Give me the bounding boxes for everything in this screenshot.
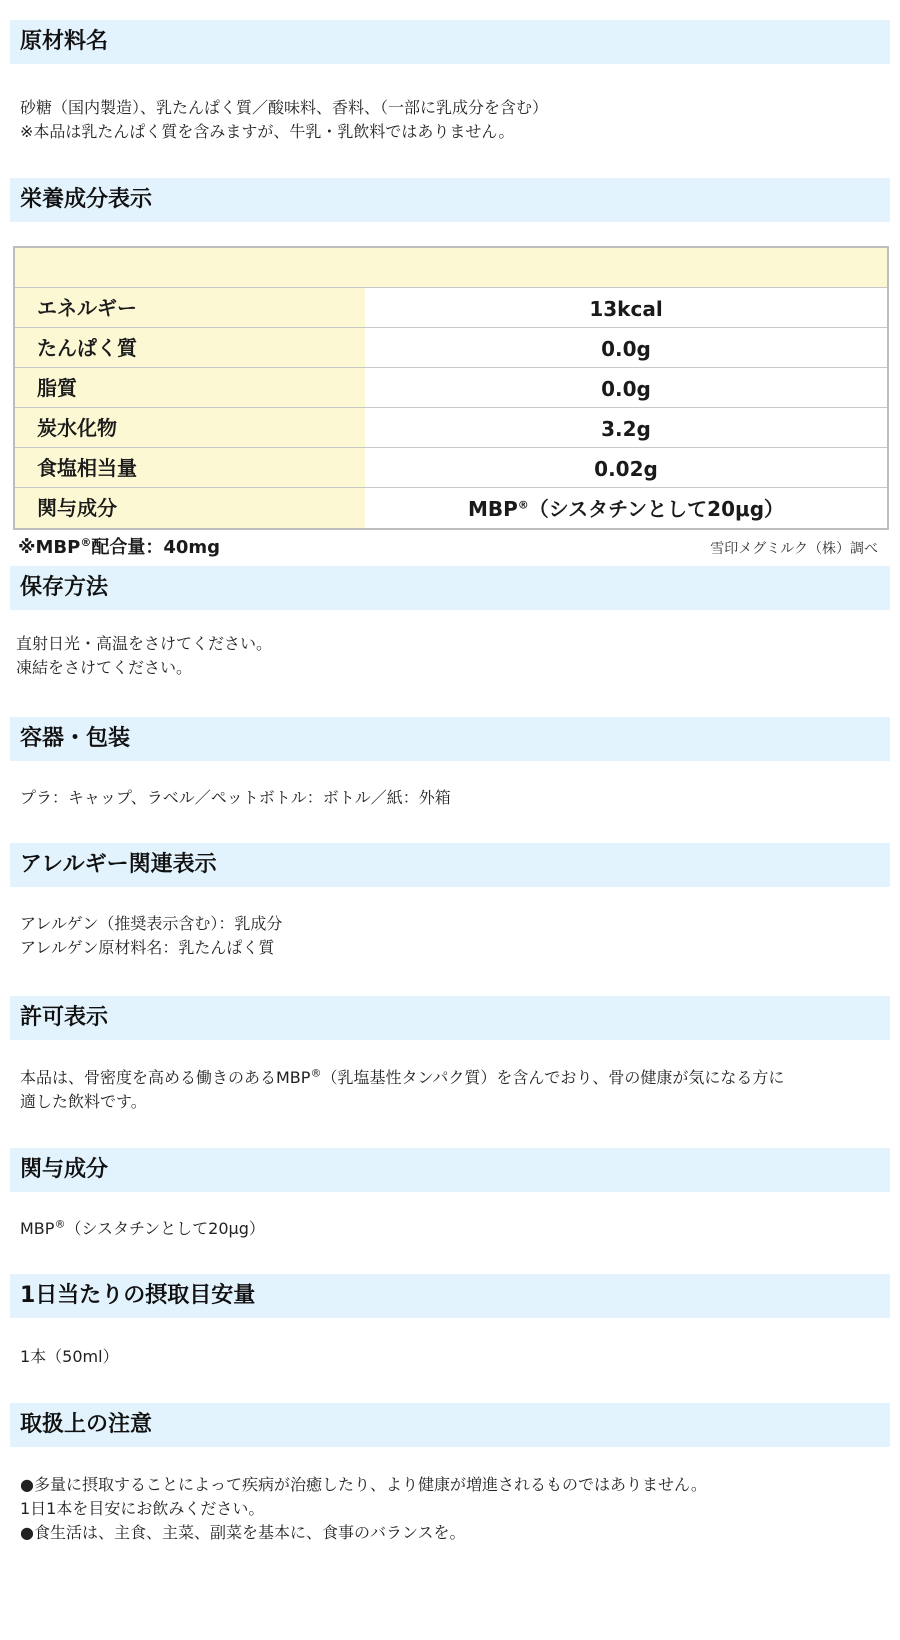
registered-mark: ®	[517, 498, 529, 512]
nutrient-label: 脂質	[15, 368, 365, 407]
note-prefix: ※MBP	[18, 537, 81, 558]
nutrient-label: エネルギー	[15, 288, 365, 327]
source-note: 雪印メグミルク（株）調べ	[710, 541, 878, 557]
mbp-text: MBP	[467, 497, 518, 521]
table-row	[15, 368, 887, 408]
storage-line: 直射日光・高温をさけてください。	[16, 634, 273, 653]
intake-line: 1本（50ml）	[20, 1347, 119, 1366]
caution-line: 1日1本を目安にお飲みください。	[20, 1499, 265, 1518]
table-row	[15, 328, 887, 368]
storage-line: 凍結をさけてください。	[16, 658, 193, 677]
nutrient-label: 関与成分	[15, 488, 365, 528]
component-text	[20, 1217, 880, 1241]
table-row	[15, 288, 887, 328]
table-row	[15, 488, 887, 528]
table-row	[15, 408, 887, 448]
nutrition-table	[13, 246, 889, 530]
nutrient-label: たんぱく質	[15, 328, 365, 367]
allergy-line: アレルゲン原材料名：乳たんぱく質	[20, 938, 275, 957]
intake-heading: 1日当たりの摂取目安量	[10, 1274, 890, 1318]
cystatin-text: （シスタチンとして20μg）	[65, 1219, 265, 1238]
ingredients-heading: 原材料名	[10, 20, 890, 64]
mbp-text: MBP	[20, 1219, 55, 1238]
nutrient-value: 13kcal	[589, 297, 663, 321]
component-heading: 関与成分	[10, 1148, 890, 1192]
permission-text	[20, 1066, 880, 1114]
nutrient-value: 0.0g	[601, 337, 651, 361]
nutrient-value	[365, 488, 887, 528]
registered-mark: ®	[54, 1217, 66, 1231]
intake-text	[20, 1345, 880, 1369]
allergy-heading: アレルギー関連表示	[10, 843, 890, 887]
registered-mark: ®	[310, 1066, 322, 1080]
allergy-text	[20, 912, 880, 960]
component-line	[20, 1217, 880, 1241]
cystatin-text: （シスタチンとして20μg）	[528, 497, 785, 521]
packaging-line: プラ：キャップ、ラベル／ペットボトル：ボトル／紙：外箱	[20, 788, 451, 807]
nutrition-table-header	[15, 248, 887, 288]
nutrient-value: 3.2g	[601, 417, 651, 441]
packaging-heading: 容器・包装	[10, 717, 890, 761]
caution-line: ●多量に摂取することによって疾病が治癒したり、より健康が増進されるものではありません。	[20, 1475, 707, 1494]
permission-prefix: 本品は、骨密度を高める働きのあるMBP	[20, 1068, 311, 1087]
ingredients-line: 砂糖（国内製造）、乳たんぱく質／酸味料、香料、（一部に乳成分を含む）	[20, 98, 549, 117]
caution-line: ●食生活は、主食、主菜、副菜を基本に、食事のバランスを。	[20, 1523, 466, 1542]
storage-text	[16, 632, 876, 680]
allergy-line: アレルゲン（推奨表示含む）：乳成分	[20, 914, 283, 933]
table-row	[15, 448, 887, 488]
packaging-text	[20, 786, 880, 810]
storage-heading: 保存方法	[10, 566, 890, 610]
mbp-content-note	[18, 536, 220, 560]
caution-text	[20, 1473, 880, 1545]
nutrient-label: 食塩相当量	[15, 448, 365, 487]
nutrient-label: 炭水化物	[15, 408, 365, 447]
permission-line: 適した飲料です。	[20, 1092, 147, 1111]
ingredients-note: ※本品は乳たんぱく質を含みますが、牛乳・乳飲料ではありません。	[20, 122, 515, 141]
caution-heading: 取扱上の注意	[10, 1403, 890, 1447]
nutrient-value: 0.02g	[594, 457, 658, 481]
note-suffix: 配合量：40mg	[91, 537, 221, 558]
permission-suffix: （乳塩基性タンパク質）を含んでおり、骨の健康が気になる方に	[321, 1068, 785, 1087]
nutrition-heading: 栄養成分表示	[10, 178, 890, 222]
nutrient-value: 0.0g	[601, 377, 651, 401]
permission-line	[20, 1066, 880, 1090]
registered-mark: ®	[80, 536, 92, 549]
permission-heading: 許可表示	[10, 996, 890, 1040]
ingredients-text	[20, 96, 880, 144]
